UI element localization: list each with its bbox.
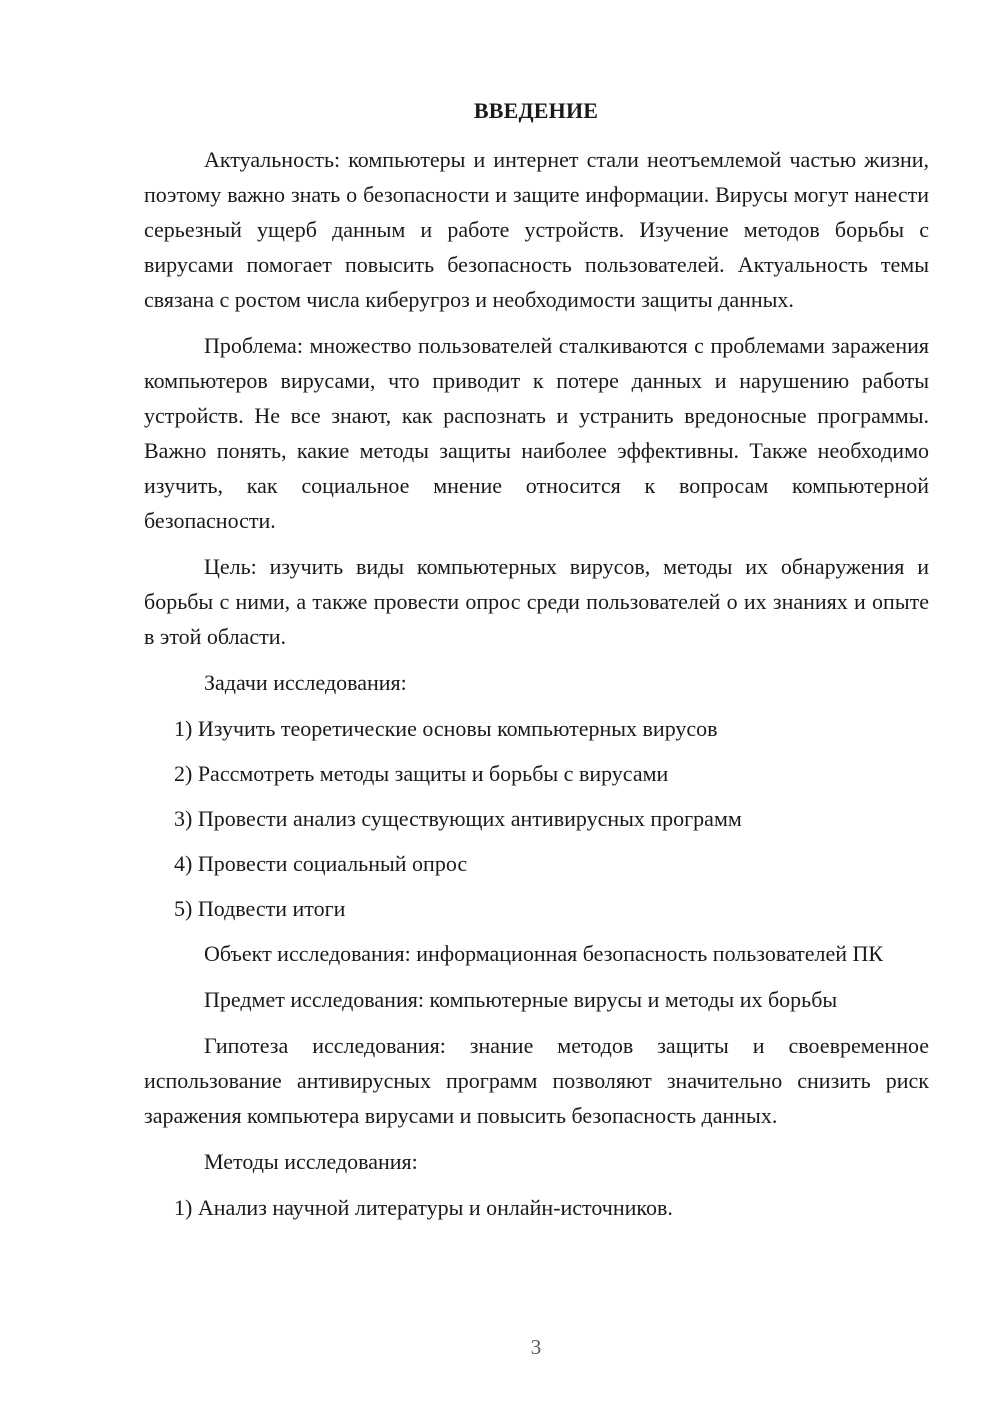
paragraph-object: Объект исследования: информационная безопасность пользователей ПК bbox=[204, 941, 884, 966]
tasks-title: Задачи исследования: bbox=[204, 670, 407, 695]
list-item-method-1: 1) Анализ научной литературы и онлайн-источников. bbox=[174, 1195, 673, 1220]
page-number: 3 bbox=[530, 1335, 542, 1359]
paragraph-goal: Цель: изучить виды компьютерных вирусов, методы их обнаружения и борьбы с ними, а также провести опрос среди пользователей о их знаниях и опыте в этой области. bbox=[144, 554, 929, 649]
list-item-task-5: 5) Подвести итоги bbox=[174, 896, 346, 921]
document-body bbox=[144, 142, 929, 1235]
list-item-task-1: 1) Изучить теоретические основы компьютерных вирусов bbox=[174, 716, 718, 741]
paragraph-problem: Проблема: множество пользователей сталкиваются с проблемами заражения компьютеров вирусами, что приводит к потере данных и нарушению работы устройств. Не все знают, как распознать и устранить вредоносные программы. Важно понять, какие методы защиты наиболее эффективны. Также необходимо изучить, как социальное мнение относится к вопросам компьютерной безопасности. bbox=[144, 333, 929, 533]
paragraph-hypothesis: Гипотеза исследования: знание методов защиты и своевременное использование антивирусных программ позволяют значительно снизить риск заражения компьютера вирусами и повысить безопасность данных. bbox=[144, 1033, 929, 1128]
page-title: ВВЕДЕНИЕ bbox=[473, 98, 599, 123]
list-item-task-4: 4) Провести социальный опрос bbox=[174, 851, 468, 876]
methods-title: Методы исследования: bbox=[204, 1149, 418, 1174]
paragraph-subject: Предмет исследования: компьютерные вирусы и методы их борьбы bbox=[204, 987, 838, 1012]
list-item-task-2: 2) Рассмотреть методы защиты и борьбы с вирусами bbox=[174, 761, 669, 786]
paragraph-relevance: Актуальность: компьютеры и интернет стали неотъемлемой частью жизни, поэтому важно знать о безопасности и защите информации. Вирусы могут нанести серьезный ущерб данным и работе устройств. Изучение методов борьбы с вирусами помогает повысить безопасность пользователей. Актуальность темы связана с ростом числа киберугроз и необходимости защиты данных. bbox=[144, 147, 929, 312]
list-item-task-3: 3) Провести анализ существующих антивирусных программ bbox=[174, 806, 742, 831]
